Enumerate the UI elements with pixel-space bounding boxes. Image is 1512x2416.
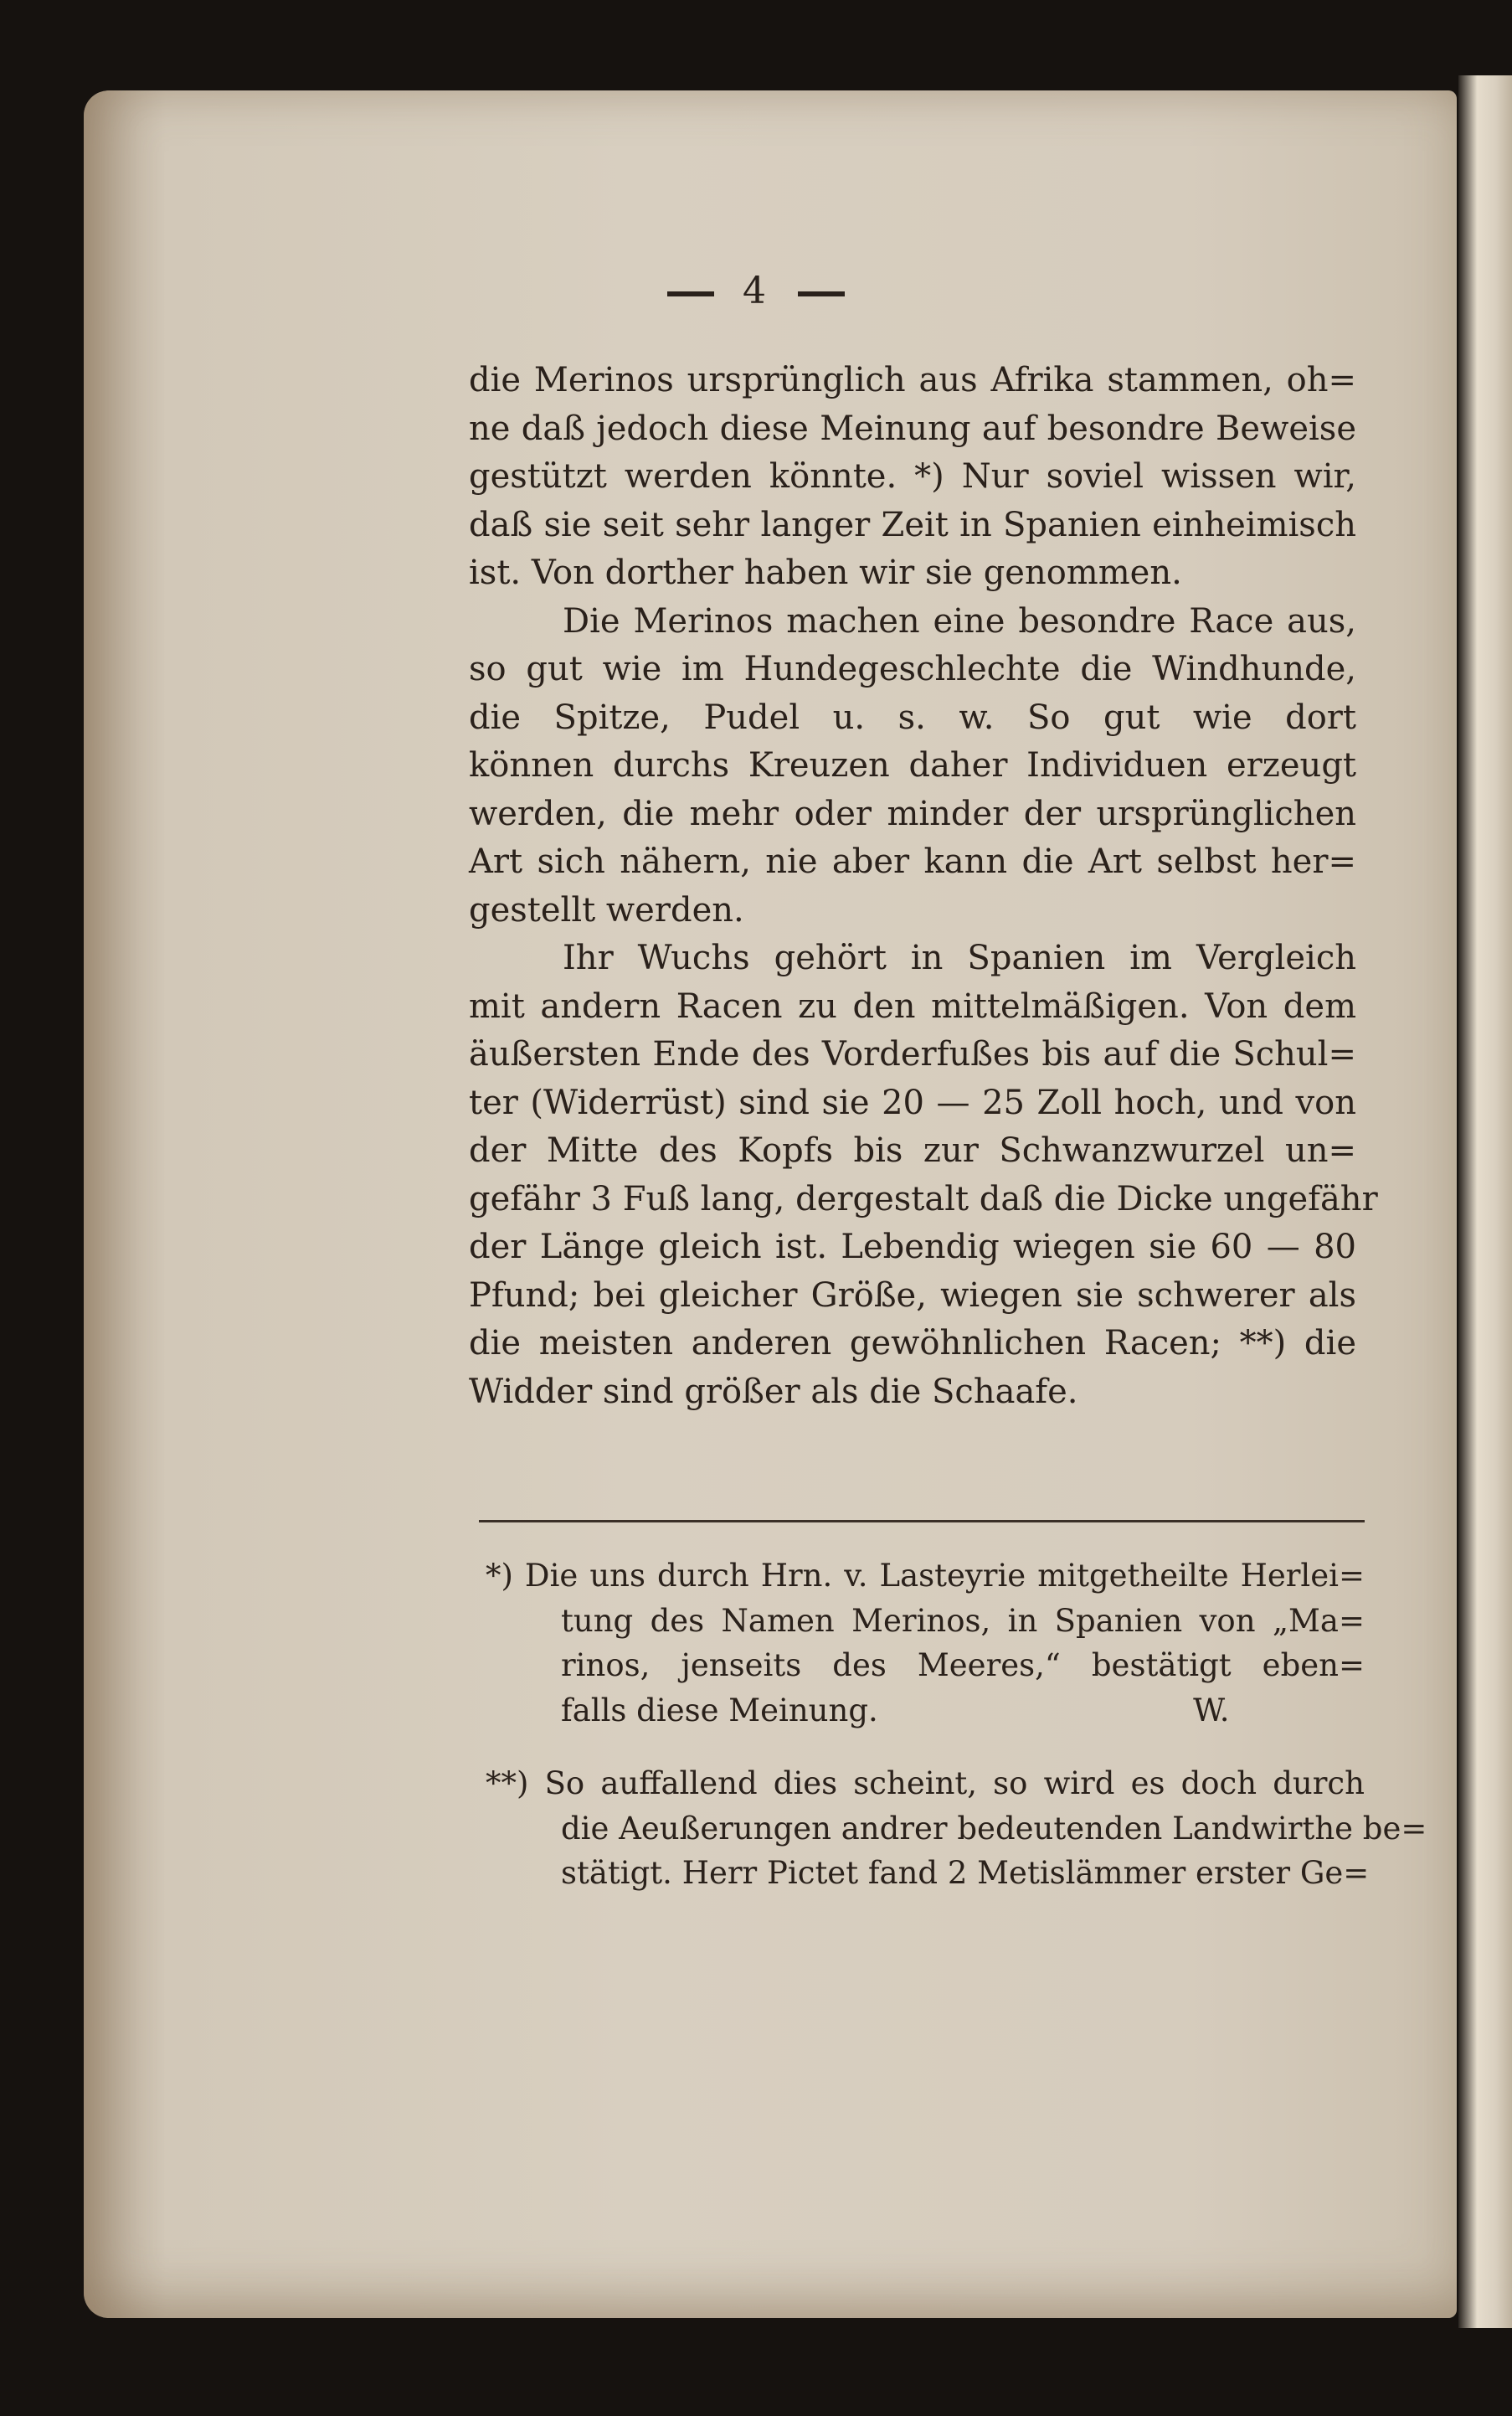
footnote-line: *) Die uns durch Hrn. v. Lasteyrie mitgetheilte Herlei=	[486, 1558, 1365, 1594]
text-line: die Spitze, Pudel u. s. w. So gut wie dort	[469, 698, 1356, 737]
text-line: mit andern Racen zu den mittelmäßigen. Von dem	[469, 986, 1356, 1026]
footnotes-block	[486, 1553, 1427, 1896]
text-line: können durchs Kreuzen daher Individuen erzeugt	[469, 746, 1356, 785]
footnote-line: stätigt. Herr Pictet fand 2 Metislämmer erster Ge=	[561, 1855, 1370, 1891]
text-line: Widder sind größer als die Schaafe.	[469, 1372, 1078, 1411]
text-line: der Länge gleich ist. Lebendig wiegen sie 60 — 80	[469, 1228, 1356, 1266]
text-line: die Merinos ursprünglich aus Afrika stammen, oh=	[469, 361, 1356, 399]
text-line: ter (Widerrüst) sind sie 20 — 25 Zoll hoch, und von	[469, 1083, 1356, 1122]
folio-dash-left	[667, 291, 714, 296]
footnote-line: tung des Namen Merinos, in Spanien von „Ma=	[561, 1602, 1365, 1639]
footnote-gap	[486, 1733, 1365, 1761]
page-folio	[0, 270, 1512, 312]
footnote-line: die Aeußerungen andrer bedeutenden Landwirthe be=	[561, 1810, 1427, 1847]
text-line: ne daß jedoch diese Meinung auf besondre Beweise	[469, 409, 1356, 448]
footnote-line: falls diese Meinung. W.	[561, 1692, 1230, 1728]
footnote-separator-rule	[479, 1520, 1365, 1522]
text-line: äußersten Ende des Vorderfußes bis auf die Schul=	[469, 1035, 1356, 1074]
folio-dash-right	[798, 291, 845, 296]
text-line: Die Merinos machen eine besondre Race aus,	[563, 601, 1356, 641]
text-line: die meisten anderen gewöhnlichen Racen; **) die	[469, 1324, 1356, 1363]
text-line: gefähr 3 Fuß lang, dergestalt daß die Dicke ungefähr	[469, 1179, 1378, 1218]
text-line: daß sie seit sehr langer Zeit in Spanien einheimisch	[469, 505, 1356, 544]
text-line: so gut wie im Hundegeschlechte die Windhunde,	[469, 650, 1356, 688]
text-line: ist. Von dorther haben wir sie genommen.	[469, 554, 1182, 592]
text-line: Pfund; bei gleicher Größe, wiegen sie schwerer als	[469, 1275, 1356, 1315]
adjacent-page-edge	[1458, 75, 1512, 2328]
text-line: Ihr Wuchs gehört in Spanien im Vergleich	[563, 939, 1356, 977]
page-number: 4	[743, 270, 769, 312]
text-line: der Mitte des Kopfs bis zur Schwanzwurzel un=	[469, 1131, 1356, 1170]
text-line: werden, die mehr oder minder der ursprünglichen	[469, 794, 1356, 833]
footnote-line: rinos, jenseits des Meeres,“ bestätigt eben=	[561, 1647, 1365, 1683]
footnote-line: **) So auffallend dies scheint, so wird es doch durch	[486, 1765, 1365, 1801]
text-line: gestellt werden.	[469, 890, 744, 930]
text-line: gestützt werden könnte. *) Nur soviel wissen wir,	[469, 457, 1356, 496]
text-line: Art sich nähern, nie aber kann die Art selbst her=	[469, 842, 1356, 881]
main-text-block	[469, 357, 1378, 1416]
